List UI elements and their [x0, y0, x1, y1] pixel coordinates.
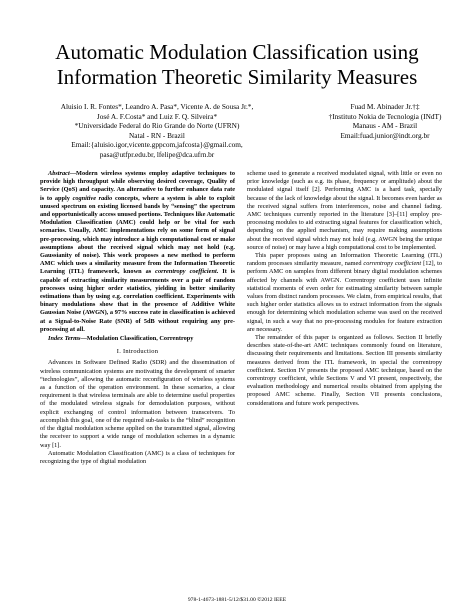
email-right: Email:fuad.junior@indt.org.br — [340, 130, 430, 140]
right-paragraph-1: scheme used to generate a received modulated signal, with little or even no prior knowledge (such as e.g. its phase, frequency or amplitude) about the modulated signal itself [2]. Performing AMC is a hard task, specially because of the lack of knowledge about the signal. It becomes even harder as the received signal suffers from interferences, noise and channel fading. AMC techniques currently reported in the literature [3]–[11] employ pre-processing modules to aid extracting signal features for classification which, depending on the applied mechanism, may require making assumptions about the received signal which may not hold (e.g. AWGN being the unique source of noise) or may have a high computational cost to be implemented. — [247, 170, 442, 251]
email-line-1: Email:{aluisio.igor,vicente.gppcom,jafcosta}@gmail.com, — [71, 140, 243, 150]
abstract-text-3: . It is capable of extracting similarity measurements over a pair of random processes using higher order statistics, yielding in better similarity estimations than by using e.g. correlation coefficient. Experiments with binary modulations show that in the presence of Additive White Gaussian Noise (AWGN), a 97% success rate in classification is achieved at a Signal-to-Noise Rate (SNR) of 5dB without requiring any pre-processing at all. — [40, 268, 235, 333]
affiliation-right: †Instituto Nokia de Tecnologia (INdT) — [328, 111, 442, 121]
paper-title — [30, 40, 444, 90]
right-paragraph-2-text-a: This paper proposes using an Information Theoretic Learning (ITL) random processes similarity measure, named — [247, 252, 442, 268]
copyright-footer: 978-1-4673-1881-5/12/$31.00 ©2012 IEEE — [187, 597, 287, 603]
right-paragraph-3: The remainder of this paper is organized as follows. Section II briefly describes state-of-the-art AMC techniques commonly found on literature, discussing their requirements and limitations. Section III presents similarity measures derived from the ITL framework, in special the correntropy coefficient. Section IV presents the proposed AMC technique, based on the correntropy coefficient, while Sections V and VI present, respectively, the evaluation methodology and numerical results obtained from applying the proposed AMC scheme. Finally, Section VII presents conclusions, considerations and future work perspectives. — [247, 334, 442, 407]
authors-block-right — [300, 102, 470, 140]
right-column — [247, 170, 442, 408]
left-column — [40, 170, 235, 466]
index-terms-lead: Index Terms — [48, 335, 81, 343]
right-paragraph-2-text-b: [12], to perform AMC on samples from different binary digital modulation schemes affected by channels with AWGN. Correntropy coefficient uses infinite statistical moments of even order for estimating similarity between sample values from distinct random processes. We claim, from empirical results, that such higher order statistics allows us to extract information from the signals enough for determining which modulation scheme was used on the received signal, in such a way that no pre-processing modules for feature extraction are necessary. — [247, 260, 442, 333]
index-terms — [40, 335, 235, 343]
author-name-right: Fuad M. Abinader Jr.†‡ — [350, 102, 420, 111]
affiliation-line: *Universidade Federal do Rio Grande do Norte (UFRN) — [74, 121, 240, 131]
authors-block-left — [12, 102, 302, 160]
email-line-2: pasa@utfpr.edu.br, lfelipe@dca.ufrn.br — [99, 149, 215, 159]
intro-paragraph-2: Automatic Modulation Classification (AMC) is a class of techniques for recognizing the type of digital modulation — [40, 449, 235, 465]
abstract-text-2: concepts, where a system is able to exploit unused spectrum on existing licensed bands by “sensing” the spectrum and opportunistically access unused portions. Techniques like Automatic Modulation Classification (AMC) could help or be vital for such scenarios. Usually, AMC implementations rely on some form of signal pre-processing, which may introduce a high computational cost or make assumptions about the received signal which may not hold (e.g. Gaussianity of noise). This work proposes a new method to perform AMC which uses a similarity measure from the Information Theoretic Learning (ITL) framework, known as — [40, 194, 235, 276]
location-right: Manaus - AM - Brazil — [352, 121, 418, 131]
location-line: Natal - RN - Brazil — [129, 130, 185, 140]
index-terms-text: —Modulation Classification, Correntropy — [80, 335, 194, 343]
abstract-emphasis-2: correntropy coefficient — [155, 268, 217, 276]
intro-paragraph-1: Advances in Software Defined Radio (SDR) and the dissemination of wireless communication systems are motivating the development of smarter “technologies”, allowing the automatic reconfiguration of wireless systems as a function of the operation environment. In these scenarios, a clear requirement is that wireless terminals are able to determine useful properties of the modulated wireless signals for demodulation purposes, without explicit exchanging of control information between transceivers. To accomplish this goal, one of the required sub-tasks is the “blind” recognition of the digital modulation scheme applied on the transmitted signal, allowing the receiver to support a wide range of modulation schemes in a dynamic way [1]. — [40, 359, 235, 449]
abstract — [40, 170, 235, 334]
section-heading-introduction: I. Introduction — [116, 348, 159, 356]
right-paragraph-2 — [247, 252, 442, 334]
title-line-2: Information Theoretic Similarity Measures — [56, 65, 418, 89]
abstract-text-1: —Modern wireless systems employ adaptive techniques to provide high throughput while observing desired coverage, Quality of Service (QoS) and capacity. An alternative to further enhance data rate is to apply — [40, 170, 235, 202]
author-names-line-2: José A. F.Costa* and Luiz F. Q. Silveira* — [96, 111, 218, 121]
abstract-lead: Abstract — [48, 170, 70, 177]
title-line-1: Automatic Modulation Classification using — [55, 40, 419, 64]
author-names-line-1: Aluisio I. R. Fontes*, Leandro A. Pasa*, Vicente A. de Sousa Jr.*, — [60, 102, 254, 111]
abstract-emphasis-1: cognitive radio — [72, 194, 113, 202]
right-paragraph-2-emphasis: correntropy coefficient — [363, 260, 422, 268]
